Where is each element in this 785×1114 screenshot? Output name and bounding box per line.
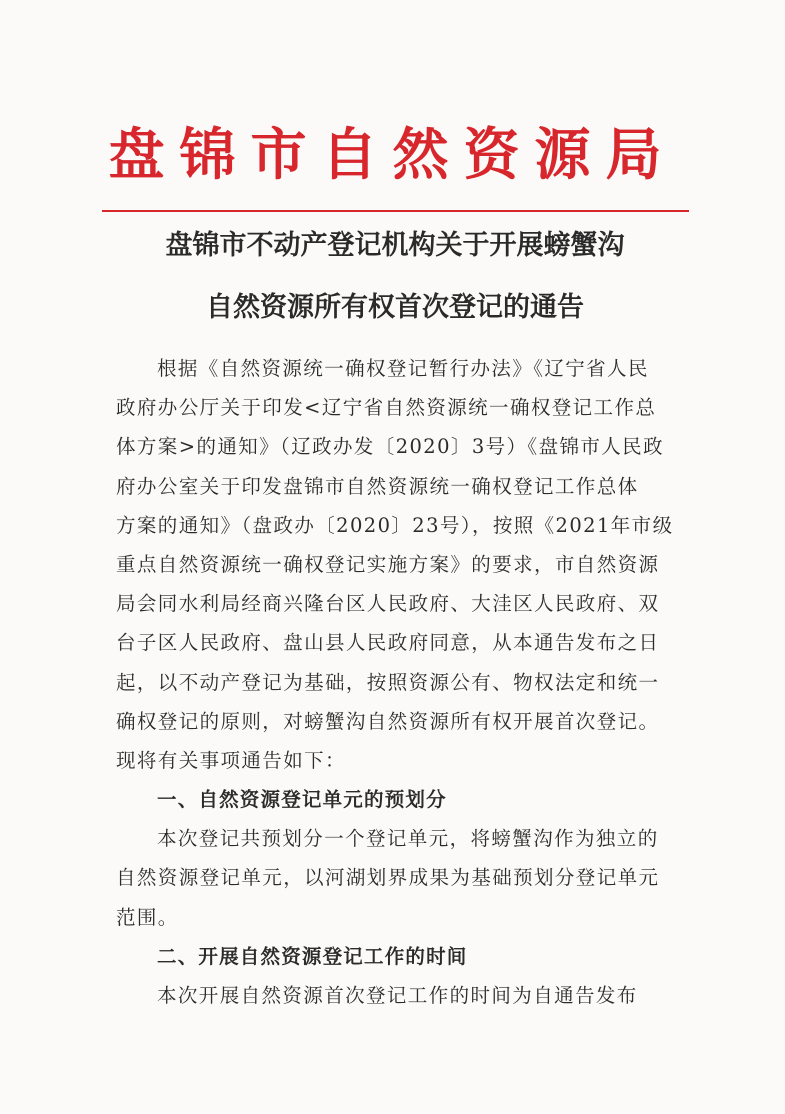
body-line: 现将有关事项通告如下： (116, 748, 346, 772)
body-line: 体方案>的通知》（辽政办发〔2020〕3号）《盘锦市人民政 (116, 435, 664, 459)
body-line: 本次登记共预划分一个登记单元，将螃蟹沟作为独立的 (157, 827, 659, 851)
body-line: 确权登记的原则，对螃蟹沟自然资源所有权开展首次登记。 (116, 709, 660, 733)
body-line: 局会同水利局经商兴隆台区人民政府、大洼区人民政府、双 (116, 592, 660, 616)
body-line: 重点自然资源统一确权登记实施方案》的要求，市自然资源 (116, 552, 660, 576)
body-line: 府办公室关于印发盘锦市自然资源统一确权登记工作总体 (116, 474, 639, 498)
body-line: 范围。 (116, 905, 179, 929)
body-line: 起，以不动产登记为基础，按照资源公有、物权法定和统一 (116, 670, 660, 694)
body-line: 方案的通知》（盘政办〔2020〕23号），按照《2021年市级 (116, 513, 674, 537)
red-header-rule (102, 210, 689, 212)
section-heading-2: 二、开展自然资源登记工作的时间 (157, 944, 468, 968)
issuing-organization-header: 盘锦市自然资源局 (108, 122, 677, 188)
body-line: 本次开展自然资源首次登记工作的时间为自通告发布 (157, 984, 638, 1007)
body-line: 政府办公厅关于印发<辽宁省自然资源统一确权登记工作总 (116, 396, 657, 420)
body-line: 根据《自然资源统一确权登记暂行办法》《辽宁省人民 (157, 357, 649, 380)
body-line: 台子区人民政府、盘山县人民政府同意，从本通告发布之日 (116, 631, 660, 655)
document-body (116, 349, 694, 1015)
section-heading-1: 一、自然资源登记单元的预划分 (157, 788, 447, 812)
document-title-line-2: 自然资源所有权首次登记的通告 (206, 292, 584, 323)
body-line: 自然资源登记单元，以河湖划界成果为基础预划分登记单元 (116, 866, 660, 890)
document-title-line-1: 盘锦市不动产登记机构关于开展螃蟹沟 (165, 230, 625, 261)
